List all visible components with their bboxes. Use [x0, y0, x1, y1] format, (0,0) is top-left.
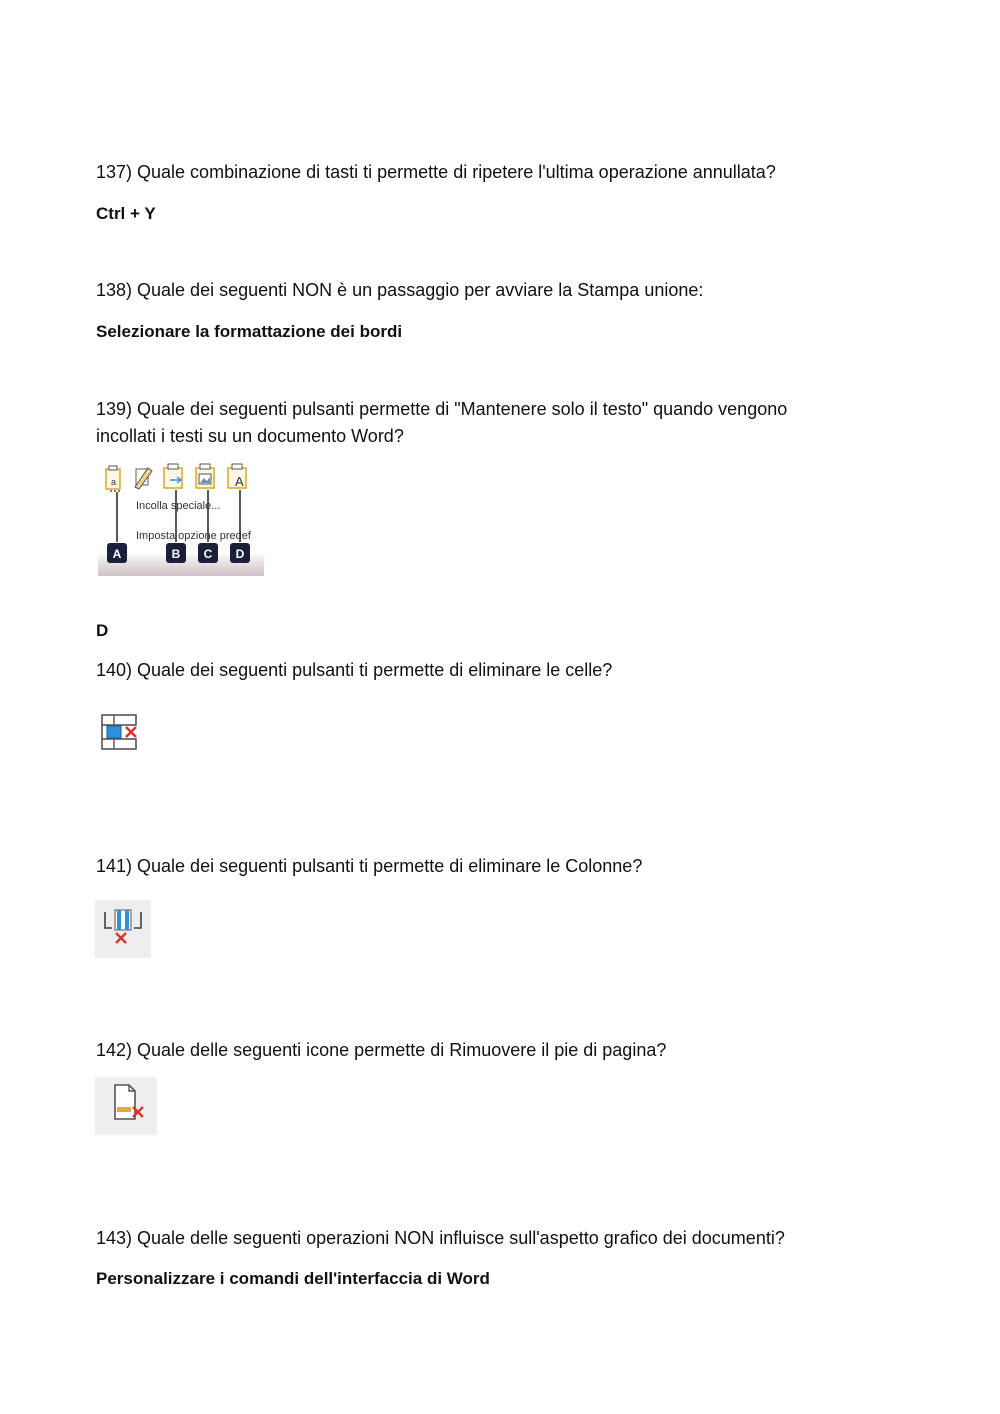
answer-138: Selezionare la formattazione dei bordi: [96, 322, 403, 341]
label-a: [107, 543, 127, 563]
delete-columns-icon: [95, 900, 151, 958]
svg-text:D: D: [235, 547, 245, 561]
answer-139: D: [96, 621, 109, 640]
svg-text:B: B: [171, 547, 181, 561]
label-d: [230, 543, 250, 563]
question-142: 142) Quale delle seguenti icone permette di Rimuovere il pie di pagina?: [96, 1040, 667, 1060]
question-143: 143) Quale delle seguenti operazioni NON influisce sull'aspetto grafico dei documenti?: [96, 1228, 785, 1248]
paste-menu-item-2: Imposta opzione predef: [136, 530, 251, 542]
answer-137: Ctrl + Y: [96, 204, 156, 223]
paste-merge-formatting-icon: [135, 468, 152, 489]
paste-link-icon: [164, 464, 182, 488]
paste-menu-item-1: Incolla speciale...: [136, 500, 221, 512]
question-139-line2: incollati i testi su un documento Word?: [96, 426, 404, 446]
label-c: [198, 543, 218, 563]
svg-text:a: a: [111, 477, 117, 487]
svg-text:C: C: [203, 547, 213, 561]
question-137: 137) Quale combinazione di tasti ti permette di ripetere l'ultima operazione annullata?: [96, 162, 776, 182]
question-138: 138) Quale dei seguenti NON è un passaggio per avviare la Stampa unione:: [96, 280, 704, 300]
question-141: 141) Quale dei seguenti pulsanti ti permette di eliminare le Colonne?: [96, 856, 643, 876]
paste-options-image: [98, 460, 264, 576]
delete-cells-icon: [98, 713, 142, 751]
question-139-line1: 139) Quale dei seguenti pulsanti permette di "Mantenere solo il testo" quando vengono: [96, 399, 788, 419]
remove-footer-icon: [95, 1077, 157, 1135]
paste-picture-icon: [196, 464, 214, 488]
label-b: [166, 543, 186, 563]
answer-143: Personalizzare i comandi dell'interfaccia di Word: [96, 1269, 490, 1288]
question-139: [96, 396, 886, 450]
question-140: 140) Quale dei seguenti pulsanti ti permette di eliminare le celle?: [96, 660, 613, 680]
svg-text:A: A: [235, 474, 244, 489]
paste-text-only-icon: [228, 464, 246, 489]
svg-text:A: A: [112, 547, 122, 561]
paste-keep-source-icon: [106, 466, 120, 492]
